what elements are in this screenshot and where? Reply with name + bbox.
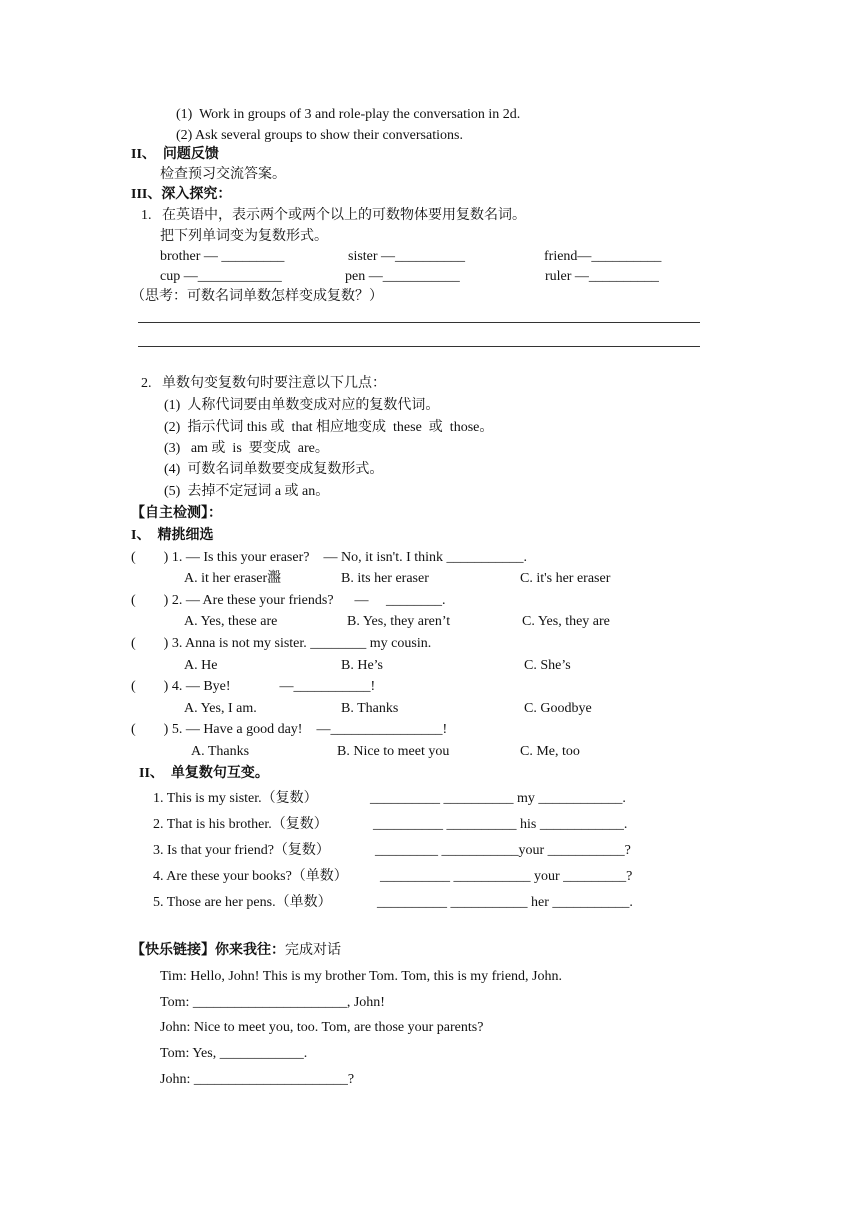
transform-3-answer: _________ ___________your ___________? — [375, 843, 631, 858]
rule-item-5: (5) 去掉不定冠词 a 或 an。 — [164, 484, 330, 499]
happy-link-title: 【快乐链接】你来我往： — [131, 943, 285, 958]
q4-option-b: B. Thanks — [341, 701, 399, 716]
word-pen: pen —___________ — [345, 269, 460, 284]
word-ruler: ruler —__________ — [545, 269, 659, 284]
transform-5: 5. Those are her pens.（单数） — [153, 895, 332, 910]
q3-option-c: C. She’s — [524, 658, 571, 673]
section-2-text: 检查预习交流答案。 — [160, 167, 286, 182]
section-2-heading: II、 问题反馈 — [131, 147, 219, 162]
transform-2-answer: __________ __________ his ____________. — [373, 817, 628, 832]
q5-option-c: C. Me, too — [520, 744, 580, 759]
answer-line-2 — [138, 346, 700, 347]
transform-1-answer: __________ __________ my ____________. — [370, 791, 626, 806]
intro-item-2: (2) Ask several groups to show their conversations. — [176, 128, 463, 143]
word-friend: friend—__________ — [544, 249, 662, 264]
question-5: ( ) 5. — Have a good day! —________________! — [131, 722, 448, 737]
q2-option-c: C. Yes, they are — [522, 614, 610, 629]
q2-option-b: B. Yes, they aren’t — [347, 614, 451, 629]
q4-option-a: A. Yes, I am. — [184, 701, 257, 716]
dialogue-line-3: John: Nice to meet you, too. Tom, are those your parents? — [160, 1020, 484, 1035]
question-3: ( ) 3. Anna is not my sister. ________ my cousin. — [131, 636, 432, 651]
rule-item-2: (2) 指示代词 this 或 that 相应地变成 these 或 those。 — [164, 420, 494, 435]
transform-1: 1. This is my sister.（复数） — [153, 791, 318, 806]
dialogue-line-5: John: ______________________? — [160, 1072, 355, 1087]
q1-option-b: B. its her eraser — [341, 571, 429, 586]
transform-2: 2. That is his brother.（复数） — [153, 817, 328, 832]
transform-3: 3. Is that your friend?（复数） — [153, 843, 330, 858]
transform-4-answer: __________ ___________ your _________? — [380, 869, 633, 884]
question-1: ( ) 1. — Is this your eraser? — No, it isn't. I think ___________. — [131, 550, 528, 565]
dialogue-line-4: Tom: Yes, ____________. — [160, 1046, 308, 1061]
rule-item-1: (1) 人称代词要由单数变成对应的复数代词。 — [164, 398, 440, 413]
selftest-sub-2: II、 单复数句互变。 — [139, 766, 269, 781]
transform-5-answer: __________ ___________ her ___________. — [377, 895, 633, 910]
dialogue-line-1: Tim: Hello, John! This is my brother Tom. Tom, this is my friend, John. — [160, 969, 562, 984]
word-sister: sister —__________ — [348, 249, 466, 264]
rule-item-3: (3) am 或 is 要变成 are。 — [164, 441, 329, 456]
q5-option-a: A. Thanks — [191, 744, 250, 759]
answer-line-1 — [138, 322, 700, 323]
happy-link-heading — [131, 942, 341, 960]
happy-link-subtitle: 完成对话 — [285, 943, 341, 958]
section-3-point-2: 2. 单数句变复数句时要注意以下几点： — [141, 376, 386, 391]
q1-option-a: A. it her eraser瀊 — [184, 571, 282, 586]
selftest-sub-1: I、 精挑细选 — [131, 528, 214, 543]
transform-4: 4. Are these your books?（单数） — [153, 869, 348, 884]
q3-option-b: B. He’s — [341, 658, 383, 673]
q5-option-b: B. Nice to meet you — [337, 744, 450, 759]
intro-item-1: (1) Work in groups of 3 and role-play the conversation in 2d. — [176, 107, 521, 122]
word-cup: cup —____________ — [160, 269, 282, 284]
q4-option-c: C. Goodbye — [524, 701, 592, 716]
q3-option-a: A. He — [184, 658, 218, 673]
section-3-instruction: 把下列单词变为复数形式。 — [160, 229, 328, 244]
question-2: ( ) 2. — Are these your friends? — ________. — [131, 593, 446, 608]
q1-option-c: C. it's her eraser — [520, 571, 611, 586]
rule-item-4: (4) 可数名词单数要变成复数形式。 — [164, 462, 384, 477]
word-brother: brother — _________ — [160, 249, 285, 264]
dialogue-line-2: Tom: ______________________, John! — [160, 995, 385, 1010]
section-3-heading: III、深入探究： — [131, 187, 232, 202]
selftest-heading: 【自主检测】： — [131, 506, 222, 521]
section-3-point-1: 1. 在英语中，表示两个或两个以上的可数物体要用复数名词。 — [141, 208, 526, 223]
think-prompt: （思考：可数名词单数怎样变成复数？） — [131, 289, 383, 304]
question-4: ( ) 4. — Bye! —___________! — [131, 679, 376, 694]
q2-option-a: A. Yes, these are — [184, 614, 278, 629]
